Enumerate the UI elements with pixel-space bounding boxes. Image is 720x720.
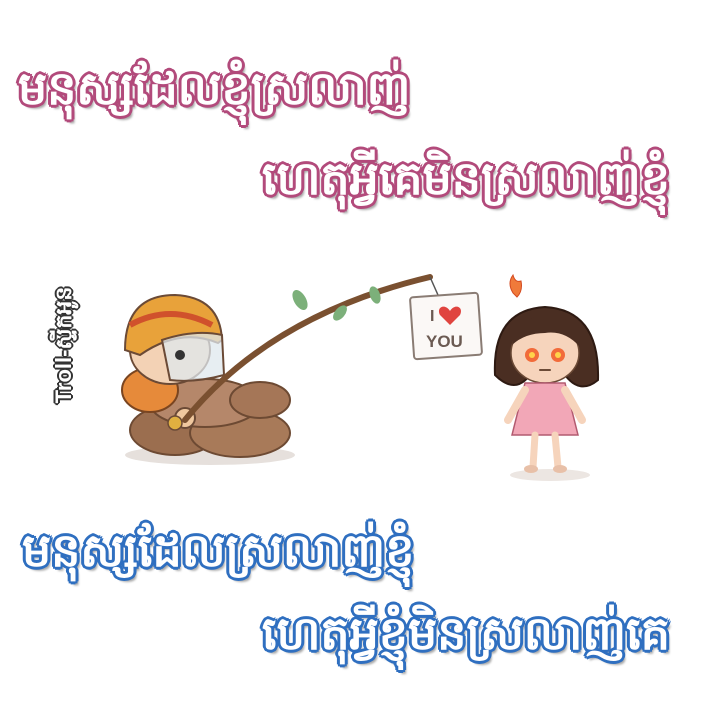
bottom-caption-line-2: ហេតុអ្វីខ្ញុំមិនស្រលាញ់គេ: [262, 606, 670, 660]
bottom-caption-line-1: មនុស្សដែលស្រលាញ់ខ្ញុំ: [22, 523, 415, 577]
girl-character: [495, 307, 598, 481]
watermark: [44, 255, 88, 435]
visor: [162, 333, 224, 381]
cartoon-illustration: [100, 255, 640, 485]
top-caption-line-1: មនុស្សដែលខ្ញុំស្រលាញ់: [18, 61, 411, 115]
top-caption-line-2: ហេតុអ្វីគេមិនស្រលាញ់ខ្ញុំ: [262, 151, 670, 205]
flame-icon: [510, 275, 522, 297]
note-word-you: YOU: [426, 332, 463, 351]
love-note: [410, 293, 482, 360]
note-word-i: I: [430, 308, 435, 325]
watermark-text: Troll-ស្ទីកអូន: [51, 286, 76, 404]
